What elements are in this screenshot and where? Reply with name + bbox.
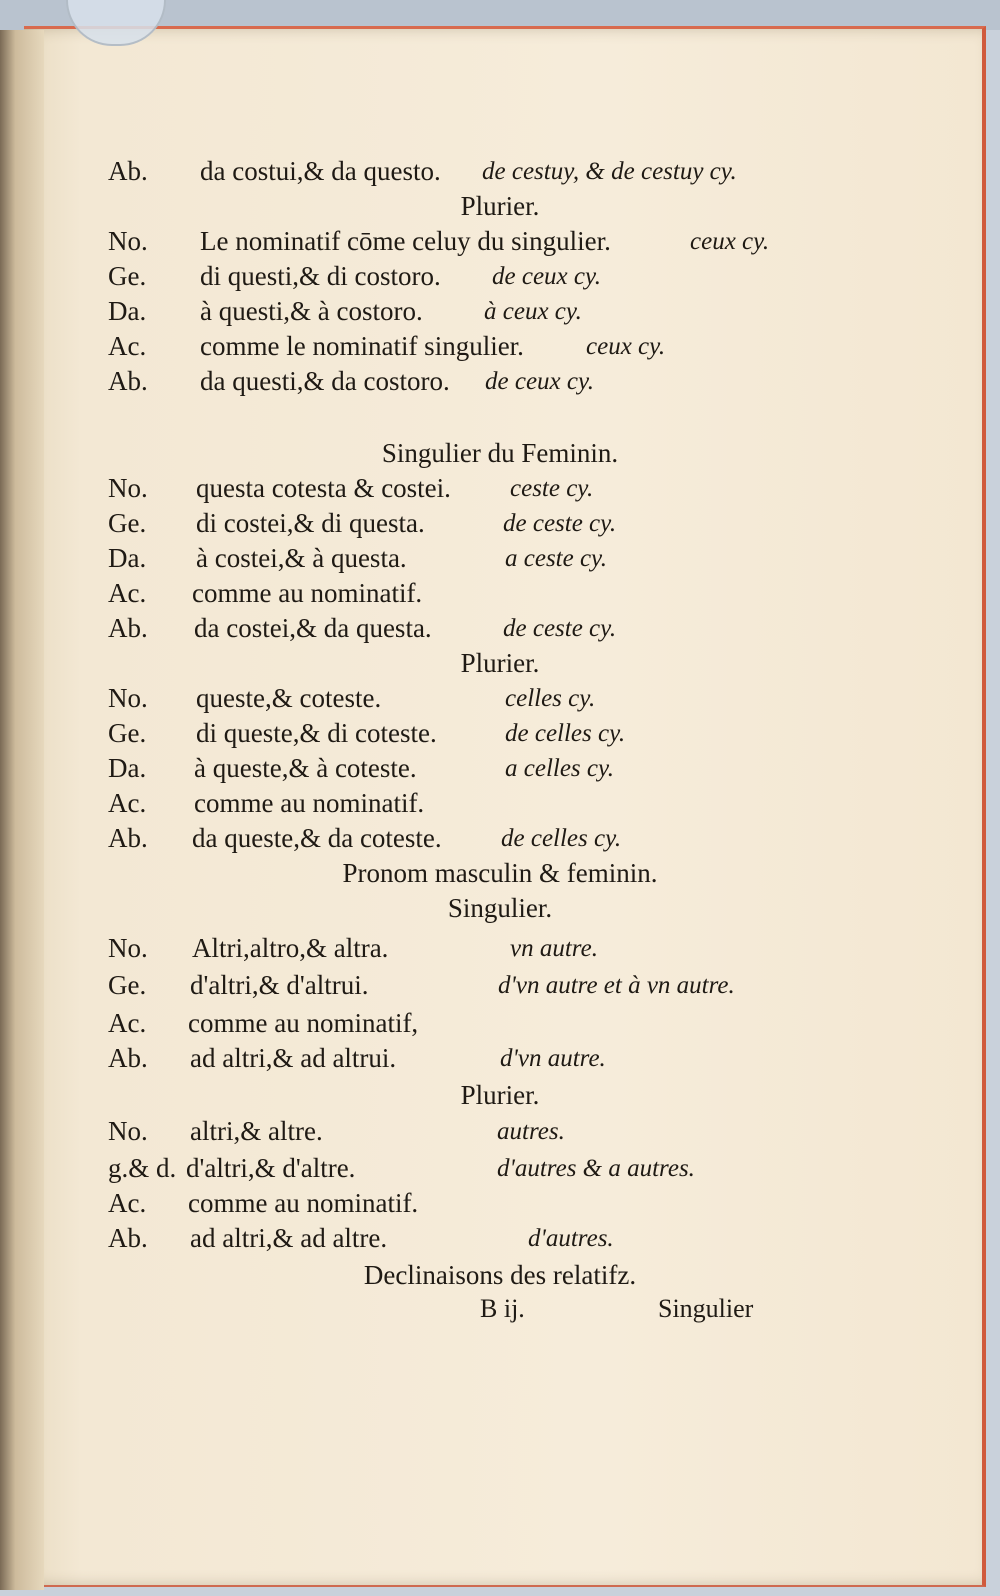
catchword: Singulier — [658, 1294, 754, 1323]
case-label: Ac. — [108, 788, 147, 818]
italian-text: comme au nominatif. — [194, 788, 425, 818]
case-label: No. — [108, 1116, 148, 1146]
italian-text: comme le nominatif singulier. — [200, 331, 524, 361]
case-label: Ac. — [108, 331, 147, 361]
case-label: Ab. — [108, 1043, 148, 1073]
case-label: Ab. — [108, 366, 148, 396]
french-gloss: de celles cy. — [505, 720, 626, 747]
french-gloss: de cestuy, & de cestuy cy. — [482, 158, 737, 185]
italian-text: à costei,& à questa. — [196, 543, 407, 573]
italian-text: à questi,& à costoro. — [200, 296, 423, 326]
french-gloss: d'autres. — [528, 1225, 614, 1252]
italian-text: da questi,& da costoro. — [200, 366, 450, 396]
case-label: Ge. — [108, 261, 147, 291]
italian-text: da costei,& da questa. — [194, 613, 432, 643]
french-gloss: de ceste cy. — [503, 510, 617, 537]
french-gloss: de ceux cy. — [485, 368, 594, 395]
french-gloss: celles cy. — [505, 685, 596, 712]
french-gloss: vn autre. — [510, 935, 598, 962]
italian-text: di questi,& di costoro. — [200, 261, 441, 291]
italian-text: comme au nominatif, — [188, 1008, 419, 1038]
italian-text: à queste,& à coteste. — [194, 753, 417, 783]
italian-text: di queste,& di coteste. — [196, 718, 437, 748]
italian-text: d'altri,& d'altre. — [186, 1153, 356, 1183]
italian-text: altri,& altre. — [190, 1116, 323, 1146]
case-label: No. — [108, 933, 148, 963]
case-label: Ge. — [108, 970, 147, 1000]
italian-text: da queste,& da coteste. — [192, 823, 442, 853]
section-heading: Declinaisons des relatifz. — [363, 1260, 637, 1290]
case-label: Da. — [108, 543, 147, 573]
section-heading: Singulier du Feminin. — [381, 438, 619, 468]
french-gloss: d'vn autre. — [500, 1045, 606, 1072]
case-label: No. — [108, 226, 148, 256]
case-label: Ge. — [108, 508, 147, 538]
case-label: Ab. — [108, 1223, 148, 1253]
case-label: Da. — [108, 753, 147, 783]
case-label: Ac. — [108, 578, 147, 608]
french-gloss: ceste cy. — [510, 475, 594, 502]
italian-text: Altri,altro,& altra. — [192, 933, 389, 963]
case-label: Ge. — [108, 718, 147, 748]
case-label: g.& d. — [108, 1153, 177, 1183]
case-label: No. — [108, 683, 148, 713]
french-gloss: a ceste cy. — [505, 545, 608, 572]
french-gloss: à ceux cy. — [484, 298, 582, 325]
case-label: Ab. — [108, 823, 148, 853]
section-heading: Singulier. — [447, 893, 553, 923]
case-label: Ab. — [108, 613, 148, 643]
french-gloss: ceux cy. — [690, 228, 770, 255]
signature-mark: B ij. — [480, 1294, 525, 1323]
french-gloss: ceux cy. — [586, 333, 666, 360]
case-label: No. — [108, 473, 148, 503]
section-heading: Plurier. — [460, 648, 540, 678]
french-gloss: de ceste cy. — [503, 615, 617, 642]
case-label: Ac. — [108, 1008, 147, 1038]
italian-text: ad altri,& ad altrui. — [190, 1043, 397, 1073]
french-gloss: d'autres & a autres. — [497, 1155, 695, 1182]
italian-text: di costei,& di questa. — [196, 508, 425, 538]
case-label: Da. — [108, 296, 147, 326]
french-gloss: d'vn autre et à vn autre. — [498, 972, 735, 999]
italian-text: da costui,& da questo. — [200, 156, 441, 186]
italian-text: comme au nominatif. — [192, 578, 423, 608]
italian-text: Le nominatif cōme celuy du singulier. — [200, 226, 611, 256]
french-gloss: de celles cy. — [501, 825, 622, 852]
section-heading: Pronom masculin & feminin. — [342, 858, 658, 888]
section-heading: Plurier. — [460, 1080, 540, 1110]
italian-text: comme au nominatif. — [188, 1188, 419, 1218]
french-gloss: de ceux cy. — [492, 263, 601, 290]
case-label: Ac. — [108, 1188, 147, 1218]
case-label: Ab. — [108, 156, 148, 186]
french-gloss: autres. — [497, 1118, 565, 1145]
italian-text: d'altri,& d'altrui. — [190, 970, 369, 1000]
section-heading: Plurier. — [460, 191, 540, 221]
italian-text: ad altri,& ad altre. — [190, 1223, 388, 1253]
italian-text: queste,& coteste. — [196, 683, 382, 713]
italian-text: questa cotesta & costei. — [196, 473, 451, 503]
french-gloss: a celles cy. — [505, 755, 614, 782]
